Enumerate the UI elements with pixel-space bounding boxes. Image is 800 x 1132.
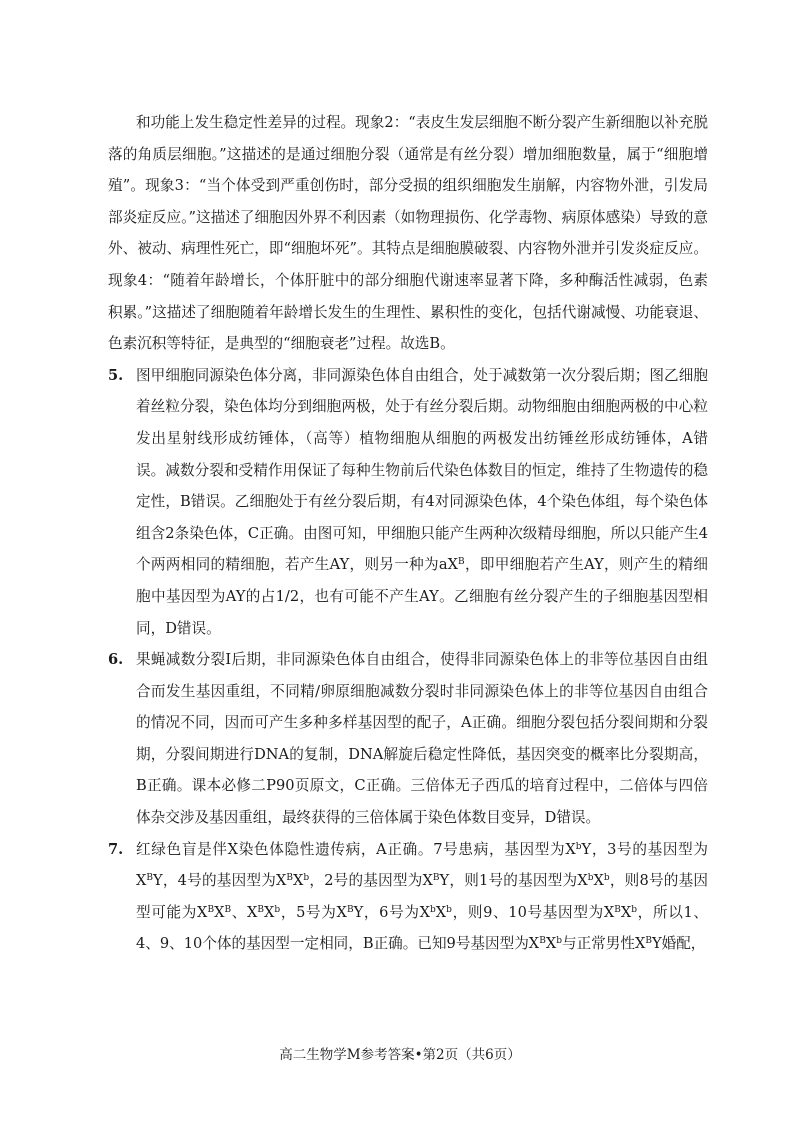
superscript: b [603,873,610,884]
superscript: B [257,904,265,915]
answer-content [108,107,708,960]
text-run: ，即甲细胞若产生AY，则产生的精细胞中基因型为AY的占1/2，也有可能不产生AY。乙细胞有丝分裂产生的子细胞基因型相同，D错误。 [136,556,708,637]
text-run: X [293,872,304,890]
superscript: B [346,904,354,915]
text-run: ，5号为X [280,903,347,921]
superscript: b [430,904,436,915]
question-7-text [136,834,708,960]
superscript: b [303,873,310,884]
question-6 [108,644,708,834]
text-run: Y，3号的基因型为X [136,840,709,890]
question-5 [108,360,708,644]
question-number: 7. [108,840,124,858]
intro-text: 和功能上发生稳定性差异的过程。现象2：“表皮生发层细胞不断分裂产生新细胞以补充脱落的角质层细胞。”这描述的是通过细胞分裂（通常是有丝分裂）增加细胞数量，属于“细胞增殖”。现象3：“当个体受到严重创伤时，部分受损的组织细胞发生崩解，内容物外泄，引发局部炎症反应。”这描述了细胞因外界不利因素（如物理损伤、化学毒物、病原体感染）导致的意外、被动、病理性死亡，即“细胞坏死”。其特点是细胞膜破裂、内容物外泄并引发炎症反应。现象4：“随着年龄增长，个体肝脏中的部分细胞代谢速率显著下降，多种酶活性减弱，色素积累。”这描述了细胞随着年龄增长发生的生理性、累积性的变化，包括代谢减慢、功能衰退、色素沉积等特征，是典型的“细胞衰老”过程。故选B。 [108,114,708,353]
question-7 [108,834,708,960]
text-run: Y，则1号的基因型为X [439,872,588,890]
text-run: ，2号的基因型为X [309,872,433,890]
intro-paragraph [108,107,708,360]
text-run: X [214,903,225,921]
question-6-text: 果蝇减数分裂Ⅰ后期，非同源染色体自由组合，使得非同源染色体上的非等位基因自由组合而发生基因重组，不同精/卵原细胞减数分裂时非同源染色体上的非等位基因自由组合的情况不同，因而可产生多种多样基因型的配子，A正确。细胞分裂包括分裂间期和分裂期，分裂间期进行DNA的复制，DNA解旋后稳定性降低，基因突变的概率比分裂期高，B正确。课本必修二P90页原文，C正确。三倍体无子西瓜的培育过程中，二倍体与四倍体杂交涉及基因重组，最终获得的三倍体属于染色体数目变异，D错误。 [136,651,708,827]
text-run: 图甲细胞同源染色体分离，非同源染色体自由组合，处于减数第一次分裂后期；图乙细胞着丝粒分裂，染色体均分到细胞两极，处于有丝分裂后期。动物细胞由细胞两极的中心粒发出星射线形成纺锤体，（高等）植物细胞从细胞的两极发出纺锤丝形成纺锤体，A错误。减数分裂和受精作用保证了每种生物前后代染色体数目的恒定，维持了生物遗传的稳定性，B错误。乙细胞处于有丝分裂后期，有4对同源染色体，4个染色体组，每个染色体组含2条染色体，C正确。由图可知，甲细胞只能产生两种次级精母细胞，所以只能产生4个两两相同的精细胞，若产生AY，则另一种为aX [136,366,708,574]
superscript: B [286,873,294,884]
text-run: 与正常男性X [561,935,646,953]
text-run: ，则9、10号基因型为X [451,903,615,921]
text-run: X [435,903,447,921]
text-run: ，所以1、4、9、10个体的基因型一定相同，B正确。已知9号基因型为X [136,903,708,953]
text-run: X [620,903,632,921]
text-run: Y，6号为X [353,903,430,921]
superscript: b [274,904,281,915]
question-number: 5. [108,366,124,384]
superscript: b [575,841,582,852]
superscript: b [446,904,452,915]
question-5-text [136,360,708,644]
text-run: X [593,872,604,890]
text-run: X [545,935,557,953]
superscript: B [432,873,440,884]
page-footer: 高二生物学M参考答案•第2页（共6页） [279,1047,521,1063]
text-run: ，则8号的基因型可能为X [136,872,708,921]
superscript: B [614,904,621,915]
superscript: b [587,873,594,884]
text-run: Y，4号的基因型为X [153,872,287,890]
text-run: 、X [231,903,258,921]
question-number: 6. [108,651,124,669]
text-run: X [264,903,275,921]
superscript: b [556,936,562,947]
text-run: 红绿色盲是伴X染色体隐性遗传病，A正确。7号患病，基因型为X [136,840,576,858]
superscript: B [207,904,215,915]
superscript: B [539,936,546,947]
superscript: B [458,557,465,568]
superscript: B [146,873,154,884]
superscript: B [224,904,232,915]
superscript: B [645,936,652,947]
superscript: b [631,904,638,915]
text-run: Y婚配， [651,935,706,953]
